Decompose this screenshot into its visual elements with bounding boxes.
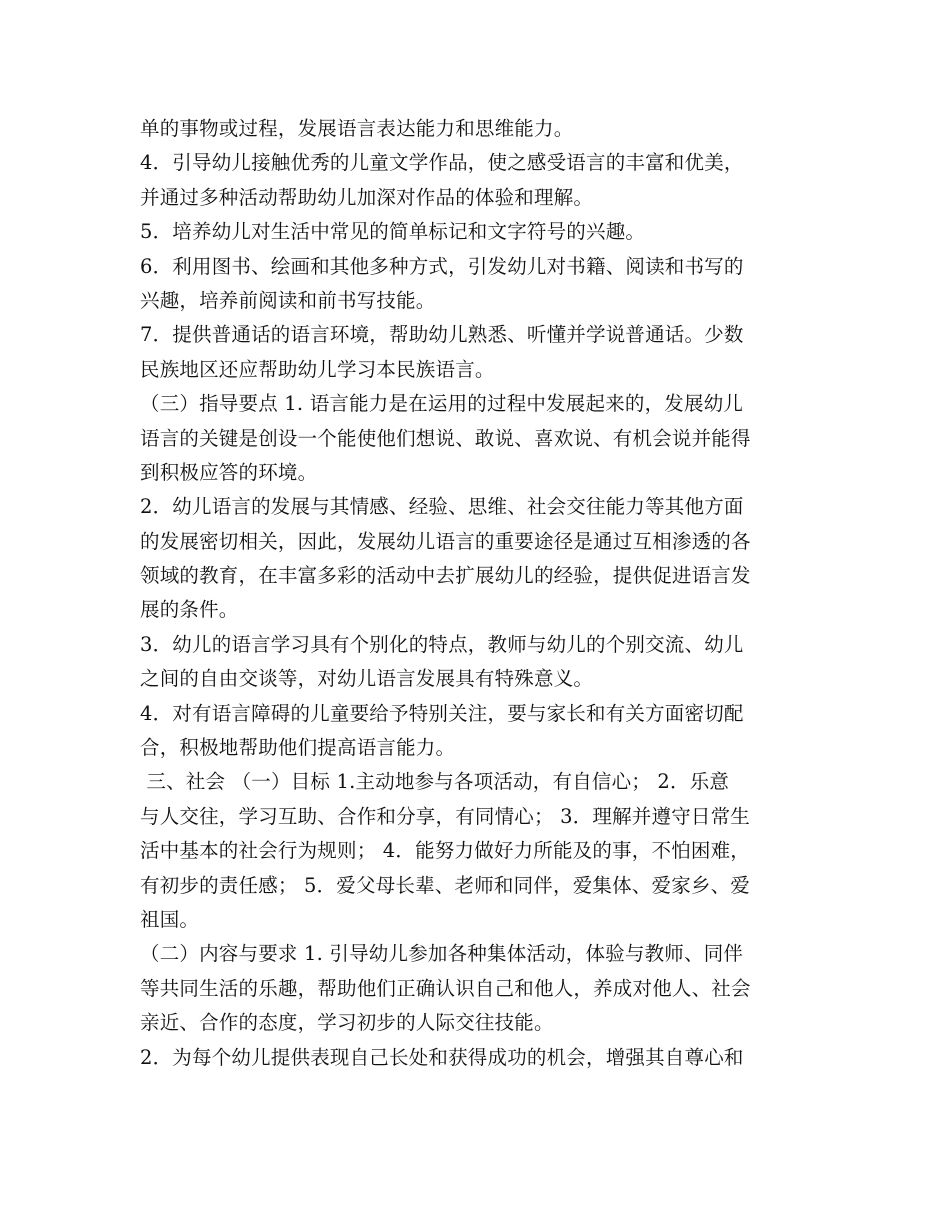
text-line: 4．引导幼儿接触优秀的儿童文学作品，使之感受语言的丰富和优美， <box>140 151 744 175</box>
text-line: 与人交往，学习互助、合作和分享，有同情心； 3．理解并遵守日常生 <box>140 804 751 828</box>
text-line: 并通过多种活动帮助幼儿加深对作品的体验和理解。 <box>140 185 594 209</box>
text-line: 2．幼儿语言的发展与其情感、经验、思维、社会交往能力等其他方面 <box>140 495 744 519</box>
text-line: 单的事物或过程，发展语言表达能力和思维能力。 <box>140 117 574 140</box>
text-line: 2．为每个幼儿提供表现自己长处和获得成功的机会，增强其自尊心和 <box>140 1045 744 1069</box>
text-line: 民族地区还应帮助幼儿学习本民族语言。 <box>140 357 495 381</box>
text-line: 活中基本的社会行为规则； 4．能努力做好力所能及的事，不怕困难， <box>140 839 751 863</box>
text-line: 合，积极地帮助他们提高语言能力。 <box>140 736 456 760</box>
text-line: （三）指导要点 1. 语言能力是在运用的过程中发展起来的，发展幼儿 <box>140 392 744 416</box>
text-line: 到积极应答的环境。 <box>140 460 318 484</box>
text-line: 7．提供普通话的语言环境，帮助幼儿熟悉、听懂并学说普通话。少数 <box>140 323 744 347</box>
text-line: 之间的自由交谈等，对幼儿语言发展具有特殊意义。 <box>140 667 594 691</box>
text-line: 亲近、合作的态度，学习初步的人际交往技能。 <box>140 1011 554 1035</box>
text-line: 展的条件。 <box>140 598 239 622</box>
text-line: 祖国。 <box>140 907 200 931</box>
text-line: 4．对有语言障碍的儿童要给予特别关注，要与家长和有关方面密切配 <box>140 701 744 725</box>
text-line: （二）内容与要求 1. 引导幼儿参加各种集体活动，体验与教师、同伴 <box>140 942 744 966</box>
text-line: 三、社会 （一）目标 1.主动地参与各项活动，有自信心； 2．乐意 <box>140 770 730 794</box>
text-line: 兴趣，培养前阅读和前书写技能。 <box>140 288 436 312</box>
text-line: 6．利用图书、绘画和其他多种方式，引发幼儿对书籍、阅读和书写的 <box>140 254 744 278</box>
document-body <box>140 112 816 1075</box>
text-line: 5．培养幼儿对生活中常见的简单标记和文字符号的兴趣。 <box>140 220 646 244</box>
text-line: 语言的关键是创设一个能使他们想说、敢说、喜欢说、有机会说并能得 <box>140 426 751 450</box>
text-line: 等共同生活的乐趣，帮助他们正确认识自己和他人，养成对他人、社会 <box>140 976 751 1000</box>
text-line: 3．幼儿的语言学习具有个别化的特点，教师与幼儿的个别交流、幼儿 <box>140 632 744 656</box>
text-line: 领域的教育，在丰富多彩的活动中去扩展幼儿的经验，提供促进语言发 <box>140 564 751 588</box>
text-line: 的发展密切相关，因此，发展幼儿语言的重要途径是通过互相渗透的各 <box>140 529 751 553</box>
text-line: 有初步的责任感； 5．爱父母长辈、老师和同伴，爱集体、爱家乡、爱 <box>140 873 751 897</box>
